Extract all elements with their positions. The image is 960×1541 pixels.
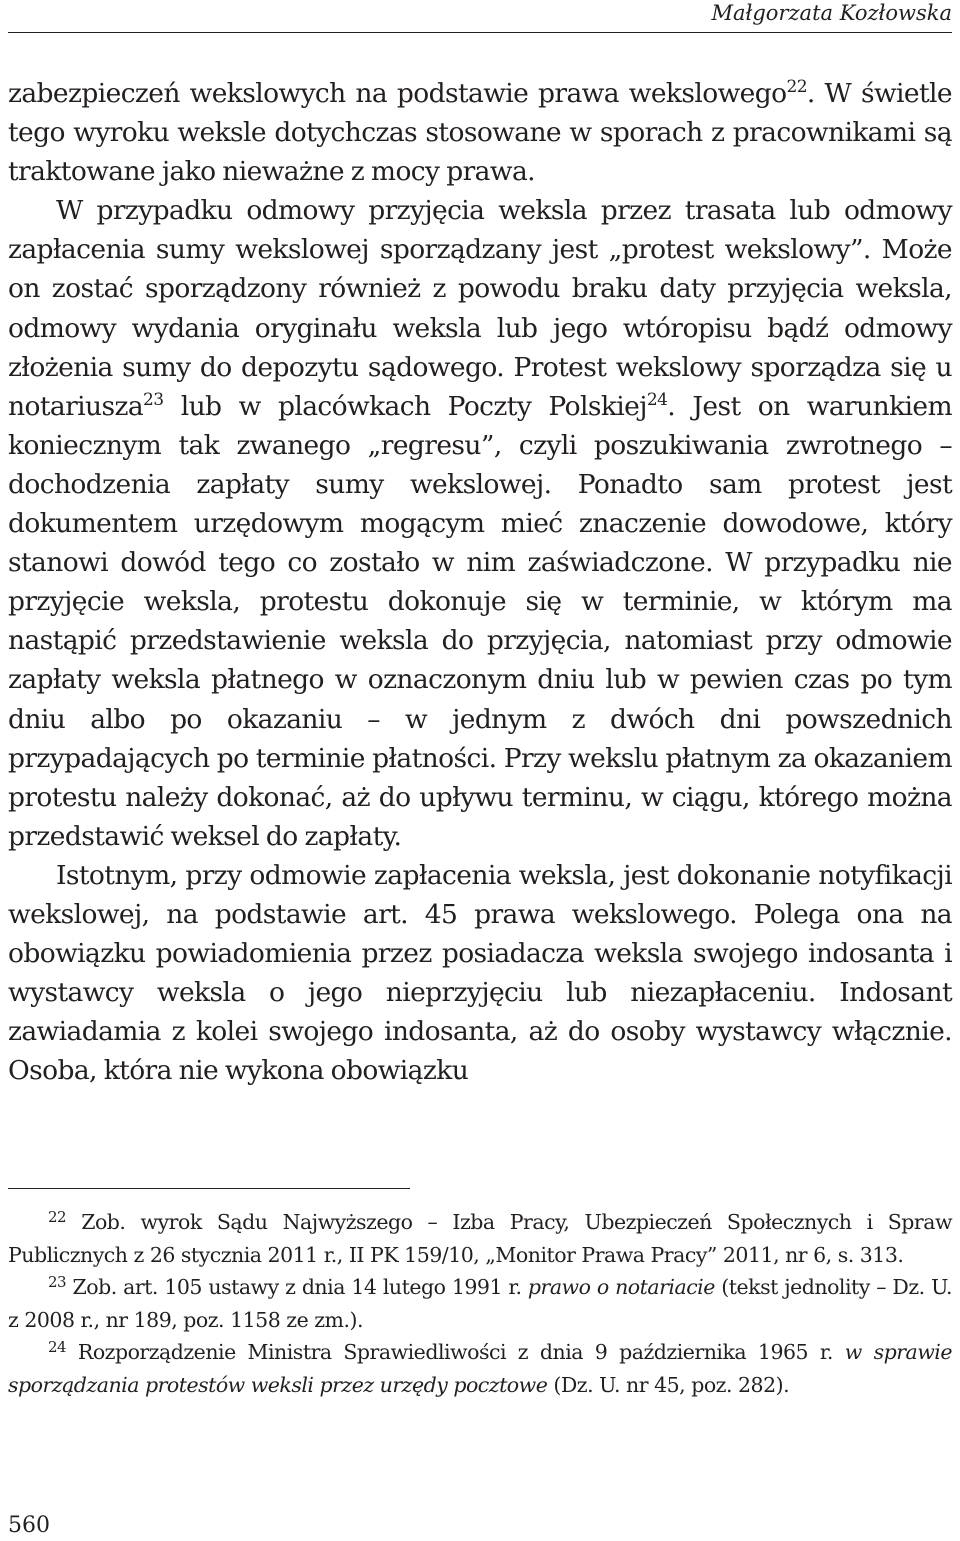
footnote-separator — [8, 1188, 410, 1189]
footnote-23 — [8, 1271, 952, 1336]
paragraph-2-text-c: . Jest on warunkiem koniecznym tak zwanego „regresu”, czyli poszukiwania zwrotnego – dochodzenia zapłaty sumy wekslowej. Ponadto sam protest jest dokumentem urzędowym mogącym mieć znaczenie dowodowe, który stanowi dowód tego co zostało w nim zaświadczone. W przypadku nie przyjęcie weksla, protestu dokonuje się w terminie, w którym ma nastąpić przedstawienie weksla do przyjęcia, natomiast przy odmowie zapłaty weksla płatnego w oznaczonym dniu lub w pewien czas po tym dniu albo po okazaniu – w jednym z dwóch dni powszednich przypadających po terminie płatności. Przy wekslu płatnym za okazaniem protestu należy dokonać, aż do upływu terminu, w ciągu, którego można przedstawić weksel do zapłaty. — [8, 390, 953, 852]
footnote-23-text-b: (tekst jednolity – Dz. U. z 2008 r., nr 189, poz. 1158 ze zm.). — [8, 1275, 952, 1332]
footnote-22-number: 22 — [48, 1208, 67, 1226]
footnote-ref-24: 24 — [646, 389, 668, 410]
paragraph-2 — [8, 191, 952, 856]
footnote-23-title: prawo o notariacie — [527, 1275, 715, 1299]
footnote-ref-22: 22 — [786, 77, 807, 97]
paragraph-2-text-a: W przypadku odmowy przyjęcia weksla przez trasata lub odmowy zapłacenia sumy wekslowej sporządzany jest „protest wekslowy”. Może on zostać sporządzony również z powodu braku daty przyjęcia weksla, odmowy wydania oryginału weksla lub jego wtóropisu bądź odmowy złożenia sumy do depozytu sądowego. Protest wekslowy sporządza się u notariusza — [8, 195, 952, 422]
footnotes — [8, 1206, 952, 1401]
paragraph-2-text-b: lub w placówkach Poczty Polskiej — [163, 390, 647, 422]
footnote-23-number: 23 — [48, 1273, 67, 1291]
paragraph-1-text-b: . W świetle tego wyroku weksle dotychczas stosowane w sporach z pracownikami są traktowane jako nieważne z mocy prawa. — [8, 78, 953, 188]
footnote-23-text-a: Zob. art. 105 ustawy z dnia 14 lutego 1991 r. — [66, 1275, 528, 1299]
footnote-ref-23: 23 — [143, 389, 164, 410]
paragraph-3: Istotnym, przy odmowie zapłacenia weksla, jest dokonanie notyfikacji wekslowej, na podstawie art. 45 prawa wekslowego. Polega ona na obowiązku powiadomienia przez posiadacza weksla swojego indosanta i wystawcy weksla o jego nieprzyjęciu lub niezapłaceniu. Indosant zawiadamia z kolei swojego indosanta, aż do osoby wystawcy włącznie. Osoba, która nie wykona obowiązku — [8, 859, 952, 1087]
footnote-24-text-b: (Dz. U. nr 45, poz. 282). — [547, 1372, 790, 1397]
page-number: 560 — [8, 1513, 50, 1538]
paragraph-1-text-a: zabezpieczeń wekslowych na podstawie prawa wekslowego — [8, 78, 787, 109]
running-header-author: Małgorzata Kozłowska — [711, 1, 952, 25]
main-text — [8, 74, 952, 1090]
footnote-24-text-a: Rozporządzenie Ministra Sprawiedliwości z dnia 9 października 1965 r. — [66, 1340, 845, 1364]
paragraph-1 — [8, 74, 952, 191]
footnote-22-text: Zob. wyrok Sądu Najwyższego – Izba Pracy, Ubezpieczeń Społecznych i Spraw Publicznych z 26 stycznia 2011 r., II PK 159/10, „Monitor Prawa Pracy” 2011, nr 6, s. 313. — [8, 1210, 952, 1267]
footnote-22 — [8, 1206, 952, 1271]
footnote-24-title: w sprawie sporządzania protestów weksli przez urzędy pocztowe — [8, 1340, 952, 1397]
footnote-24-number: 24 — [48, 1338, 67, 1356]
footnote-24 — [8, 1336, 952, 1401]
header-rule — [8, 32, 952, 33]
